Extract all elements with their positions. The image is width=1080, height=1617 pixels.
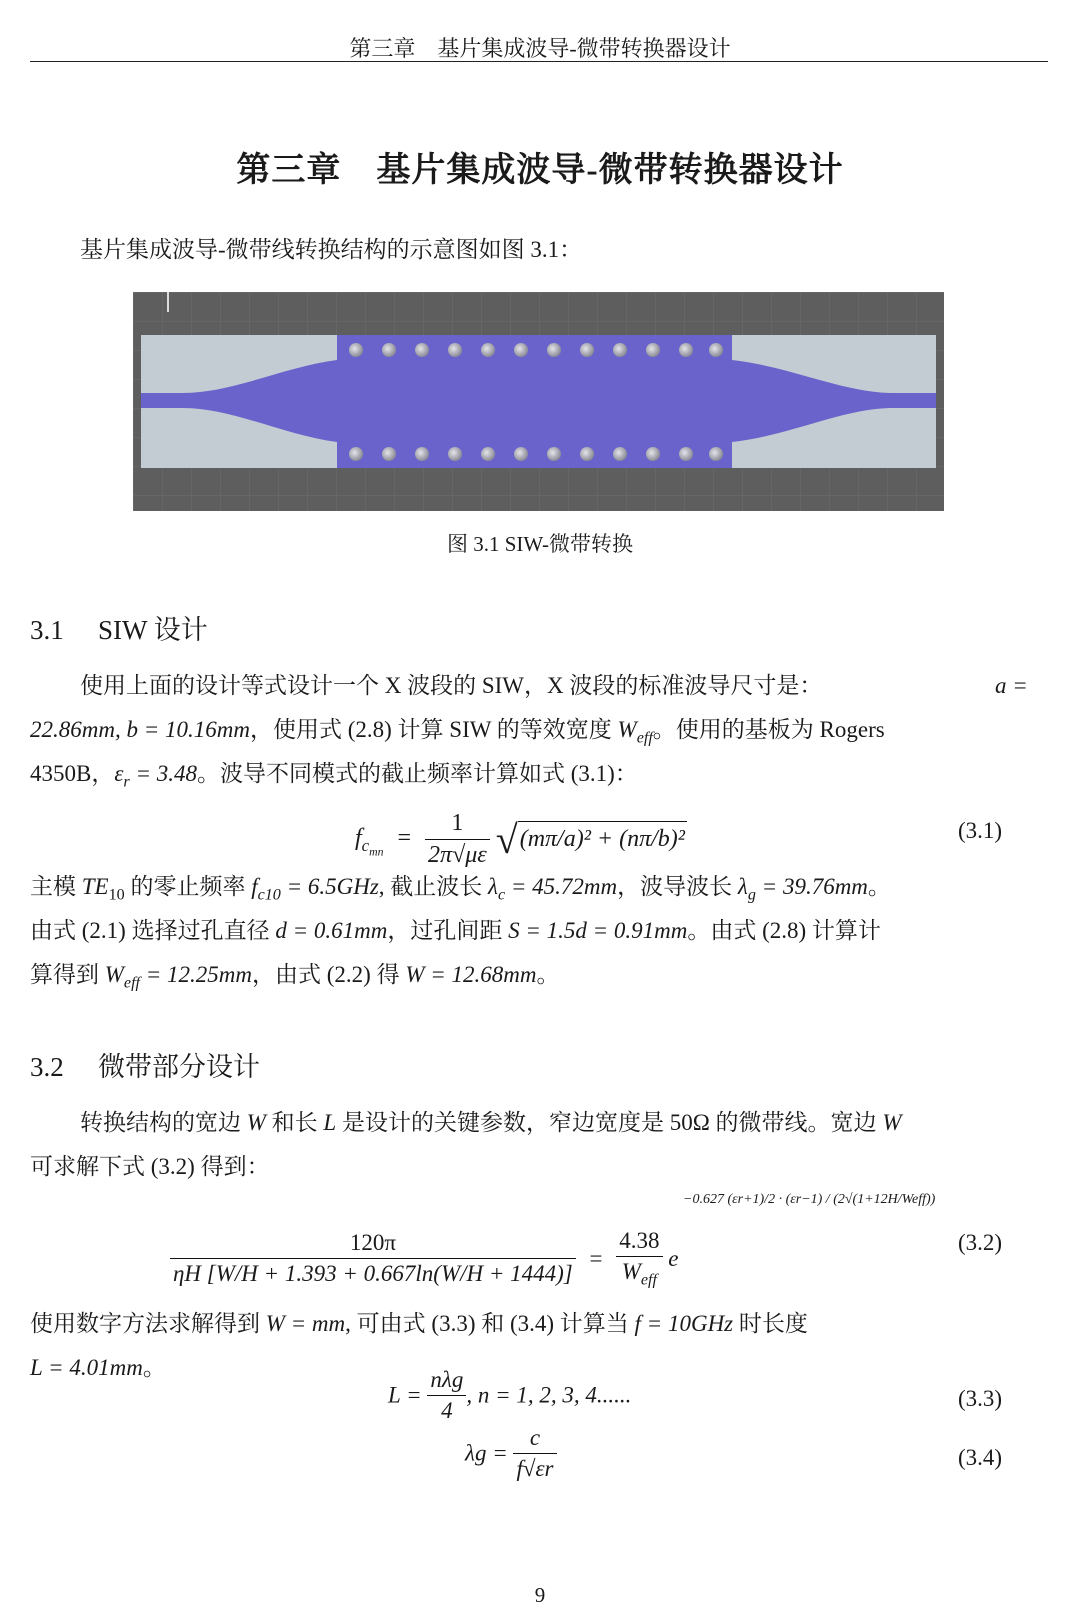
section-number: 3.2: [30, 1052, 64, 1082]
eq-denominator: 2π√με: [425, 839, 490, 869]
math-subscript: eff: [636, 729, 653, 747]
sec2-p2-line2: [30, 1346, 166, 1390]
text-run: 时长度: [733, 1311, 808, 1336]
eq-fraction: [513, 1425, 556, 1482]
eq-lhs: f: [355, 825, 362, 852]
math-run: = 39.76mm: [755, 874, 868, 899]
section-3-1-heading: [30, 608, 208, 647]
eq-denominator: 4: [427, 1395, 466, 1424]
math-run: W = mm: [265, 1311, 346, 1336]
section-title: SIW 设计: [98, 615, 208, 645]
text-run: 和长: [265, 1110, 324, 1135]
section-title: 微带部分设计: [98, 1052, 260, 1082]
equation-3-4: [465, 1425, 557, 1482]
sec1-p2-line3: [30, 953, 560, 1006]
siw-figure: [133, 292, 944, 511]
math-run: W: [882, 1110, 902, 1135]
text-run: ，过孔间距: [387, 918, 509, 943]
eq-rhs: , n = 1, 2, 3, 4......: [466, 1382, 632, 1408]
running-header: 第三章 基片集成波导-微带转换器设计: [349, 36, 731, 61]
text-run: 转换结构的宽边: [80, 1110, 247, 1135]
eq-denominator: f√εr: [513, 1453, 556, 1482]
equation-number-3-4: (3.4): [958, 1445, 1003, 1470]
equation-3-2: [170, 1228, 678, 1290]
eq-numerator: 120π: [349, 1230, 396, 1256]
text-run: 是设计的关键参数，窄边宽度是 50Ω 的微带线。宽边: [336, 1110, 883, 1135]
equation-number-3-2: (3.2): [958, 1230, 1003, 1255]
eq-lhs: λg =: [465, 1440, 508, 1466]
equation-3-1: [355, 810, 687, 869]
math-run: 22.86mm, b = 10.16mm: [30, 717, 250, 742]
eq-radicand: (mπ/a)² + (nπ/b)²: [518, 821, 687, 852]
sec2-p2-line1: [30, 1302, 808, 1346]
math-run: W: [246, 1110, 266, 1135]
math-subscript: 10: [108, 886, 125, 904]
eq-numerator: nλg: [430, 1367, 464, 1392]
text-run: , 可由式 (3.3) 和 (3.4) 计算当: [345, 1311, 635, 1336]
sec1-p1-line1: [80, 664, 1050, 708]
eq-numerator: 4.38: [619, 1228, 660, 1253]
figure-caption: 图 3.1 SIW-微带转换: [446, 532, 634, 556]
sec1-p1-line3: [30, 752, 638, 805]
math-run: W: [617, 717, 637, 742]
eq-denominator: ηH [W/H + 1.393 + 0.667ln(W/H + 1444)]: [170, 1258, 576, 1287]
sqrt-symbol: √: [495, 817, 518, 862]
text-run: 。: [536, 962, 560, 987]
sec1-p2-line2: [30, 909, 881, 953]
eq-lhs-sub: c: [361, 835, 370, 855]
math-run: ε: [114, 761, 124, 786]
math-subscript: eff: [123, 974, 141, 992]
math-run: = 3.48: [129, 761, 197, 786]
equation-number-3-3: (3.3): [958, 1386, 1003, 1411]
math-run: = 6.5GHz: [280, 874, 379, 899]
math-run: L = 4.01mm: [30, 1355, 143, 1380]
text-run: 算得到: [30, 962, 105, 987]
eq-sign: =: [397, 825, 412, 852]
equation-3-2-exponent: −0.627 (εr+1)/2 · (εr−1) / (2√(1+12H/Weff)): [683, 1192, 936, 1207]
eq-lhs: L =: [388, 1382, 422, 1408]
eq-fraction: [427, 1367, 466, 1424]
section-number: 3.1: [30, 615, 64, 645]
header-rule: [30, 61, 1048, 62]
eq-lhs-subsub: mn: [369, 845, 384, 859]
math-subscript: r: [123, 773, 130, 791]
text-run: 使用数字方法求解得到: [30, 1311, 266, 1336]
math-run: λ: [488, 874, 498, 899]
intro-paragraph: 基片集成波导-微带线转换结构的示意图如图 3.1：: [80, 237, 583, 262]
eq-fraction-right: [616, 1228, 662, 1290]
math-run: d = 0.61mm: [275, 918, 388, 943]
text-run: ，使用式 (2.8) 计算 SIW 的等效宽度: [249, 717, 618, 742]
math-run: = 45.72mm: [505, 874, 618, 899]
equation-3-3: [388, 1367, 631, 1424]
sec2-p1-line1: [80, 1101, 901, 1145]
text-run: 的零止频率: [124, 874, 252, 899]
eq-denominator-sub: eff: [640, 1271, 657, 1289]
sec1-p1-line1-math: a =: [995, 673, 1028, 698]
text-run: ，波导波长: [617, 874, 738, 899]
text-run: 。由式 (2.8) 计算计: [687, 918, 881, 943]
math-run: f = 10GHz: [634, 1311, 734, 1336]
eq-sign: =: [589, 1245, 603, 1271]
eq-numerator: 1: [451, 810, 464, 836]
siw-body: [337, 335, 732, 468]
text-run: 。: [867, 874, 891, 899]
text-run: 。使用的基板为 Rogers: [652, 717, 885, 742]
eq-fraction: [425, 810, 490, 869]
math-subscript: c: [498, 886, 506, 904]
text-run: 使用上面的设计等式设计一个 X 波段的 SIW，X 波段的标准波导尺寸是：: [80, 673, 823, 698]
text-run: ，由式 (2.2) 得: [252, 962, 406, 987]
math-run: f: [251, 874, 258, 899]
page-number: 9: [534, 1583, 546, 1607]
math-subscript: g: [747, 886, 756, 904]
text-run: 主模: [30, 874, 82, 899]
math-subscript: c10: [257, 886, 281, 904]
eq-denominator: W: [621, 1259, 641, 1284]
math-run: λ: [737, 874, 748, 899]
math-run: S = 1.5d = 0.91mm: [508, 918, 688, 943]
siw-transition-diagram: [133, 292, 944, 511]
chapter-title: 第三章 基片集成波导-微带转换器设计: [236, 152, 844, 189]
sec2-p1-line2: 可求解下式 (3.2) 得到：: [30, 1154, 270, 1179]
eq-exp-base: e: [668, 1245, 679, 1271]
text-run: 由式 (2.1) 选择过孔直径: [30, 918, 276, 943]
text-run: , 截止波长: [378, 874, 489, 899]
eq-numerator: c: [529, 1425, 541, 1450]
section-3-2-heading: [30, 1045, 260, 1084]
text-run: 4350B，: [30, 761, 115, 786]
math-run: = 12.25mm: [140, 962, 253, 987]
math-run: TE: [81, 874, 109, 899]
math-run: L: [323, 1110, 337, 1135]
math-run: W = 12.68mm: [405, 962, 537, 987]
text-run: 。: [142, 1355, 166, 1380]
text-run: 。波导不同模式的截止频率计算如式 (3.1)：: [196, 761, 638, 786]
eq-fraction-left: [170, 1230, 576, 1287]
math-run: W: [104, 962, 124, 987]
equation-number-3-1: (3.1): [958, 818, 1003, 843]
